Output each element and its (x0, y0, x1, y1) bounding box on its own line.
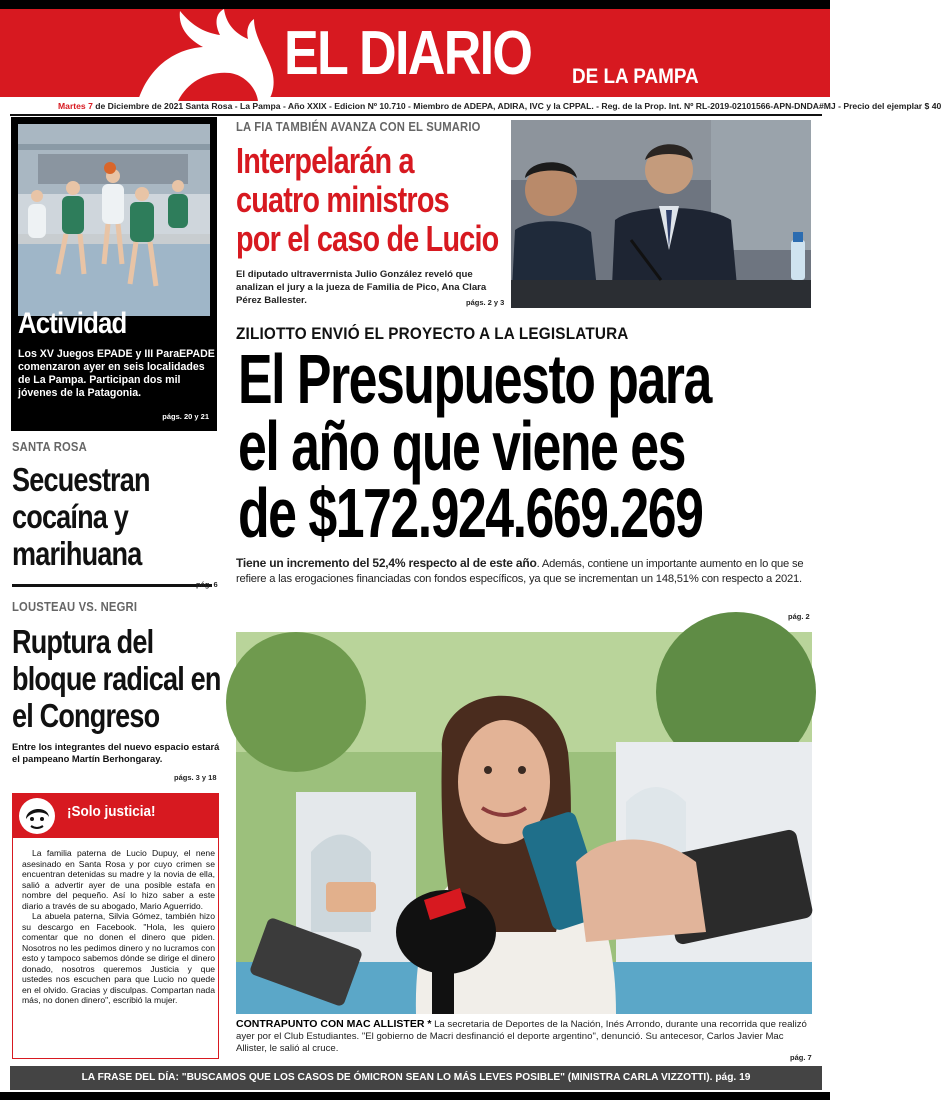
legislators-photo (511, 120, 811, 308)
bottom-border (0, 1092, 830, 1100)
interpelacion-headline[interactable]: Interpelarán a cuatro ministros por el caso de Lucio (236, 140, 499, 259)
photo-caption (236, 1018, 814, 1055)
cocaina-kicker: SANTA ROSA (12, 440, 87, 454)
dateline-text: de Diciembre de 2021 Santa Rosa - La Pampa - Año XXIX - Edicion Nº 10.710 - Miembro de ADEPA, ADIRA, IVC y la CPPAL. - Reg. de la Prop. Int. Nº RL-2019-02101566-APN-DNDA#MJ - Precio del ejemplar $ 40 (95, 101, 941, 111)
quote-of-the-day-bar[interactable]: LA FRASE DEL DÍA: "BUSCAMOS QUE LOS CASOS DE ÓMICRON SEAN LO MÁS LEVES POSIBLE" (MINISTRA CARLA VIZZOTTI). pág. 19 (10, 1066, 822, 1090)
presupuesto-lead: Tiene un incremento del 52,4% respecto al de este año (236, 556, 537, 570)
interpelacion-text: El diputado ultraverrnista Julio González reveló que analizan el jury a la jueza de Familia de Pico, Ana Clara Pérez Ballester. (236, 269, 487, 306)
justicia-text (22, 848, 215, 1006)
ruptura-headline[interactable]: Ruptura del bloque radical en el Congreso (12, 623, 221, 734)
caption-page: pág. 7 (790, 1053, 812, 1062)
presupuesto-headline[interactable] (238, 340, 830, 552)
flame-logo-icon (118, 9, 278, 104)
caption-text: La secretaria de Deportes de la Nación, Inés Arrondo, durante una recorrida que realizó ayer por el Club Estudiantes. "El gobierno de Macri desfinanció el deporte argentino", denunció. Su antecesor, Carlos Javier Mac Allister, le salió al cruce. (236, 1019, 807, 1054)
justicia-paragraph-1: La familia paterna de Lucio Dupuy, el nene asesinado en Santa Rosa y por cuyo crimen se encuentran detenidas su madre y la novia de ella, salió a advertir ayer de una posible estafa en nombre del pequeño. Así lo hizo saber a este diario a través de su abogado, Mario Aguerrido. (22, 848, 215, 911)
presupuesto-body: . Además, contiene un importante aumento en lo que se refiere a las erogaciones financiadas con fondos específicos, ya que se incrementan un 148,51% con respecto a 2021. (236, 558, 804, 585)
dateline-day: Martes 7 (58, 101, 93, 111)
presupuesto-headline-line-3: de $172.924.669.269 (238, 474, 703, 552)
brand-subtitle: DE LA PAMPA (572, 65, 699, 88)
cocaina-headline[interactable]: Secuestran cocaína y marihuana (12, 461, 150, 572)
top-border (0, 0, 830, 9)
sports-box[interactable] (11, 117, 217, 431)
face-illustration-icon (18, 797, 56, 835)
sports-page: págs. 20 y 21 (162, 412, 209, 421)
interpelacion-page: págs. 2 y 3 (466, 298, 505, 307)
interpelacion-kicker: LA FIA TAMBIÉN AVANZA CON EL SUMARIO (236, 120, 481, 134)
presupuesto-text (236, 556, 812, 587)
ruptura-text: Entre los integrantes del nuevo espacio estará el pampeano Martín Berhongaray. (12, 741, 220, 764)
cocaina-page: pág. 6 (196, 580, 218, 589)
presupuesto-headline-line-2: el año que viene es (238, 407, 685, 485)
caption-lead: CONTRAPUNTO CON MAC ALLISTER * (236, 1018, 432, 1030)
justicia-paragraph-2: La abuela paterna, Silvia Gómez, también hizo su descargo en Facebook. "Hola, les quiero comentar que no donen el dinero que piden. Nosotros no les pedimos dinero y no lucramos con esto y tampoco sabemos dónde se dirige el dinero donado, nosotros queremos Justicia y que ustedes nos escuchen para que Lucio no quede en el olvido. Gracias y disculpas. Compartan nada más, no donen dinero", escribió la mujer. (22, 911, 215, 1005)
presupuesto-headline-line-1: El Presupuesto para (238, 340, 711, 418)
masthead (0, 9, 830, 97)
presupuesto-page: pág. 2 (788, 612, 810, 621)
basketball-photo (18, 124, 210, 316)
justicia-title: ¡Solo justicia! (67, 803, 156, 820)
justicia-header[interactable] (12, 793, 219, 838)
arrondo-interview-photo (236, 632, 812, 1014)
brand-title: EL DIARIO (284, 19, 532, 88)
ruptura-page: págs. 3 y 18 (174, 773, 217, 782)
presupuesto-kicker: ZILIOTTO ENVIÓ EL PROYECTO A LA LEGISLATURA (236, 324, 629, 343)
cocaina-rule (12, 584, 212, 587)
ruptura-kicker: LOUSTEAU VS. NEGRI (12, 600, 138, 614)
header-rule (10, 114, 822, 116)
dateline (58, 101, 941, 111)
sports-text: Los XV Juegos EPADE y III ParaEPADE comenzaron ayer en seis localidades de La Pampa. Participan dos mil jóvenes de la Patagonia. (18, 348, 215, 399)
sports-title: Actividad (18, 307, 127, 340)
